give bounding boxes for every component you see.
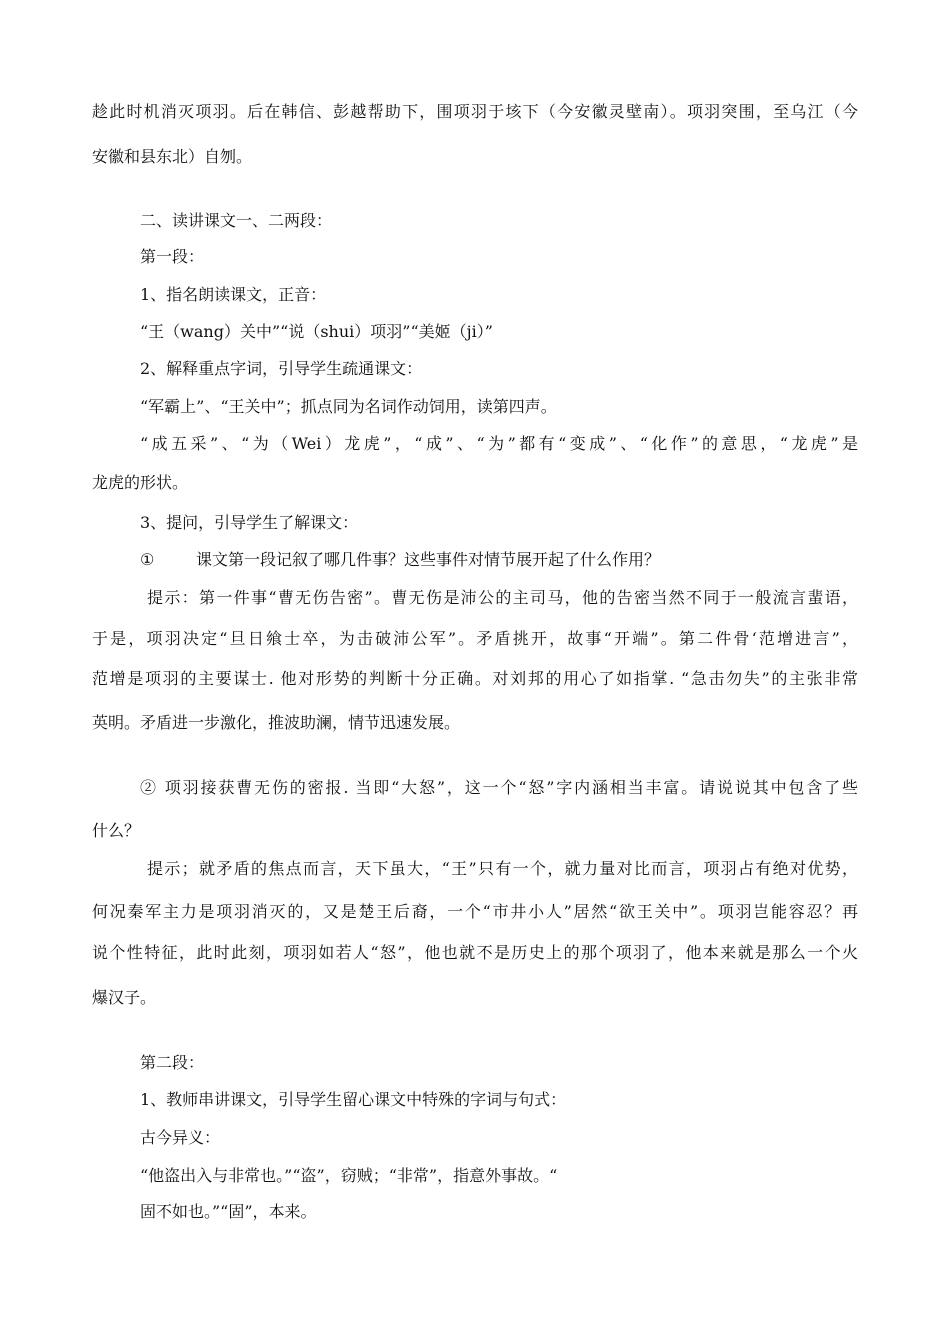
hint-1-line-2: 于是，项羽决定“旦日飨士卒，为击破沛公军”。矛盾挑开，故事“开端”。第二件骨‘范增进言”， — [92, 629, 858, 648]
paragraph-two-title: 第二段： — [140, 1053, 205, 1072]
subhead-ancient-modern: 古今异义： — [140, 1128, 221, 1147]
hint-2-line-2: 何况秦军主力是项羽消灭的，又是楚王后裔，一个“市井小人”居然“欲王关中”。项羽岂能容忍？再 — [92, 902, 858, 921]
question-1-marker: ① — [140, 550, 155, 569]
word-note-2-line-2: 龙虎的形状。 — [92, 473, 189, 492]
question-2-line-2: 什么？ — [92, 821, 141, 840]
hint-1-line-3: 范增是项羽的主要谋士. 他对形势的判断十分正确。对刘邦的用心了如指掌. “急击勿失”的主张非常 — [92, 669, 858, 688]
example-1: “他盗出入与非常也。”“盗”，窃贼；“非常”，指意外事故。“ — [140, 1166, 558, 1185]
example-2: 固不如也。”“固”，本来。 — [140, 1202, 317, 1221]
intro-line-1: 趁此时机消灭项羽。后在韩信、彭越帮助下，围项羽于垓下（今安徽灵壁南）。项羽突围，至乌江（今 — [92, 102, 858, 121]
hint-2-line-1: 提示；就矛盾的焦点而言，天下虽大，“王”只有一个，就力量对比而言，项羽占有绝对优势， — [147, 859, 858, 878]
item-teacher-explains: 1、教师串讲课文，引导学生留心课文中特殊的字词与句式： — [140, 1090, 567, 1109]
word-note-1: “军霸上”、“王关中”；抓点同为名词作动饲用，读第四声。 — [140, 397, 557, 416]
question-2-line-1: ② 项羽接获曹无伤的密报. 当即“大怒”，这一个“怒”字内涵相当丰富。请说说其中包含了些 — [140, 778, 858, 797]
hint-1-line-1: 提示：第一件事“曹无伤告密”。曹无伤是沛公的主司马，他的告密当然不同于一般流言蜚语， — [147, 588, 858, 607]
hint-1-line-4: 英明。矛盾进一步激化，推波助澜，情节迅速发展。 — [92, 713, 461, 732]
pronunciation-notes: “王（wang）关中”“说（shui）项羽”“美姬（ji）” — [140, 322, 493, 341]
section-heading: 二、读讲课文一、二两段： — [140, 211, 333, 230]
paragraph-one-title: 第一段： — [140, 247, 205, 266]
question-1-text: 课文第一段记叙了哪几件事？这些事件对情节展开起了什么作用？ — [196, 550, 661, 569]
item-explain-words: 2、解释重点字词，引导学生疏通课文： — [140, 359, 423, 378]
intro-line-2: 安徽和县东北）自刎。 — [92, 147, 253, 166]
item-questions: 3、提问，引导学生了解课文： — [140, 513, 359, 532]
item-read-aloud: 1、指名朗读课文，正音： — [140, 285, 327, 304]
hint-2-line-3: 说个性特征，此时此刻，项羽如若人“怒”，他也就不是历史上的那个项羽了，他本来就是那么一个火 — [92, 943, 858, 962]
word-note-2-line-1: “成五采”、“为（Wei）龙虎”，“成”、“为”都有“变成”、“化作”的意思，“龙虎”是 — [140, 434, 858, 453]
hint-2-line-4: 爆汉子。 — [92, 988, 157, 1007]
